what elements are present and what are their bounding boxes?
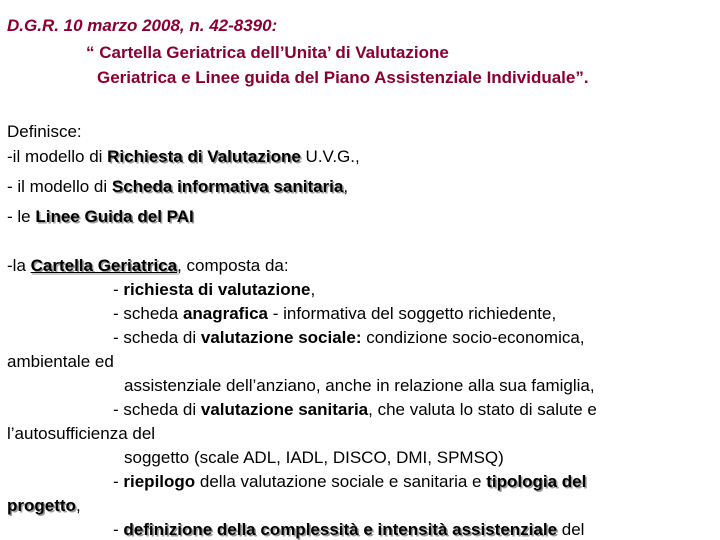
line-strong: anagrafica: [182, 304, 268, 323]
cartella-line-anagrafica: [113, 304, 556, 324]
cartella-line-sanitaria-cont1: l’autosufficienza del: [7, 424, 156, 443]
line-suffix: , che valuta lo stato di salute e: [368, 400, 597, 419]
cartella-line-riepilogo: [113, 472, 586, 492]
line-suffix: condizione socio-economica,: [361, 328, 585, 347]
item-strong: Linee Guida del PAI: [35, 207, 194, 226]
cartella-line-sociale-cont1: ambientale ed: [7, 352, 114, 371]
line-suffix: - informativa del soggetto richiedente,: [267, 304, 557, 323]
cartella-suffix: , composta da:: [177, 256, 289, 275]
definisce-label: Definisce:: [7, 122, 82, 141]
cartella-line-definizione: [113, 520, 584, 540]
item-strong: Scheda informativa sanitaria: [111, 177, 344, 196]
line-prefix: - scheda di: [113, 328, 201, 347]
cartella-line-richiesta: [113, 280, 315, 300]
cartella-strong: Cartella Geriatrica: [30, 256, 178, 275]
definisce-item-richiesta: [7, 147, 360, 167]
line-strong: valutazione sociale:: [200, 328, 362, 347]
line-suffix: ,: [75, 496, 81, 515]
line-prefix: - scheda: [113, 304, 183, 323]
item-prefix: - le: [7, 207, 36, 226]
line-strong: definizione della complessità e intensità assistenziale: [123, 520, 558, 539]
cartella-line-sociale: [113, 328, 585, 348]
item-suffix: U.V.G.,: [300, 147, 360, 166]
cartella-line-sanitaria: [113, 400, 597, 420]
line-strong: valutazione sanitaria: [200, 400, 369, 419]
cartella-intro: [7, 256, 289, 276]
cartella-line-sociale-cont2: assistenziale dell’anziano, anche in relazione alla sua famiglia,: [124, 376, 595, 395]
cartella-line-riepilogo-cont: [7, 496, 81, 516]
item-prefix: -il modello di: [7, 147, 108, 166]
line-prefix: - scheda di: [113, 400, 201, 419]
item-prefix: - il modello di: [7, 177, 112, 196]
line-strong: riepilogo: [123, 472, 196, 491]
line-suffix: del: [557, 520, 585, 539]
line-prefix: -: [113, 472, 124, 491]
definisce-item-scheda: [7, 177, 348, 197]
heading-subtitle-line1: “ Cartella Geriatrica dell’Unita’ di Valutazione: [86, 43, 449, 62]
line-strong: progetto: [7, 496, 76, 515]
line-prefix: -: [113, 520, 124, 539]
heading-title: D.G.R. 10 marzo 2008, n. 42-8390:: [7, 16, 278, 35]
line-prefix: -: [113, 280, 124, 299]
definisce-item-linee-guida: [7, 207, 194, 227]
item-suffix: ,: [343, 177, 349, 196]
item-strong: Richiesta di Valutazione: [107, 147, 301, 166]
cartella-prefix: -la: [7, 256, 31, 275]
line-suffix: ,: [310, 280, 316, 299]
cartella-line-sanitaria-cont2: soggetto (scale ADL, IADL, DISCO, DMI, SPMSQ): [124, 448, 504, 467]
line-strong-2: tipologia del: [486, 472, 587, 491]
heading-subtitle-line2: Geriatrica e Linee guida del Piano Assistenziale Individuale”.: [97, 68, 589, 87]
line-strong: richiesta di valutazione: [123, 280, 311, 299]
line-middle: della valutazione sociale e sanitaria e: [195, 472, 487, 491]
